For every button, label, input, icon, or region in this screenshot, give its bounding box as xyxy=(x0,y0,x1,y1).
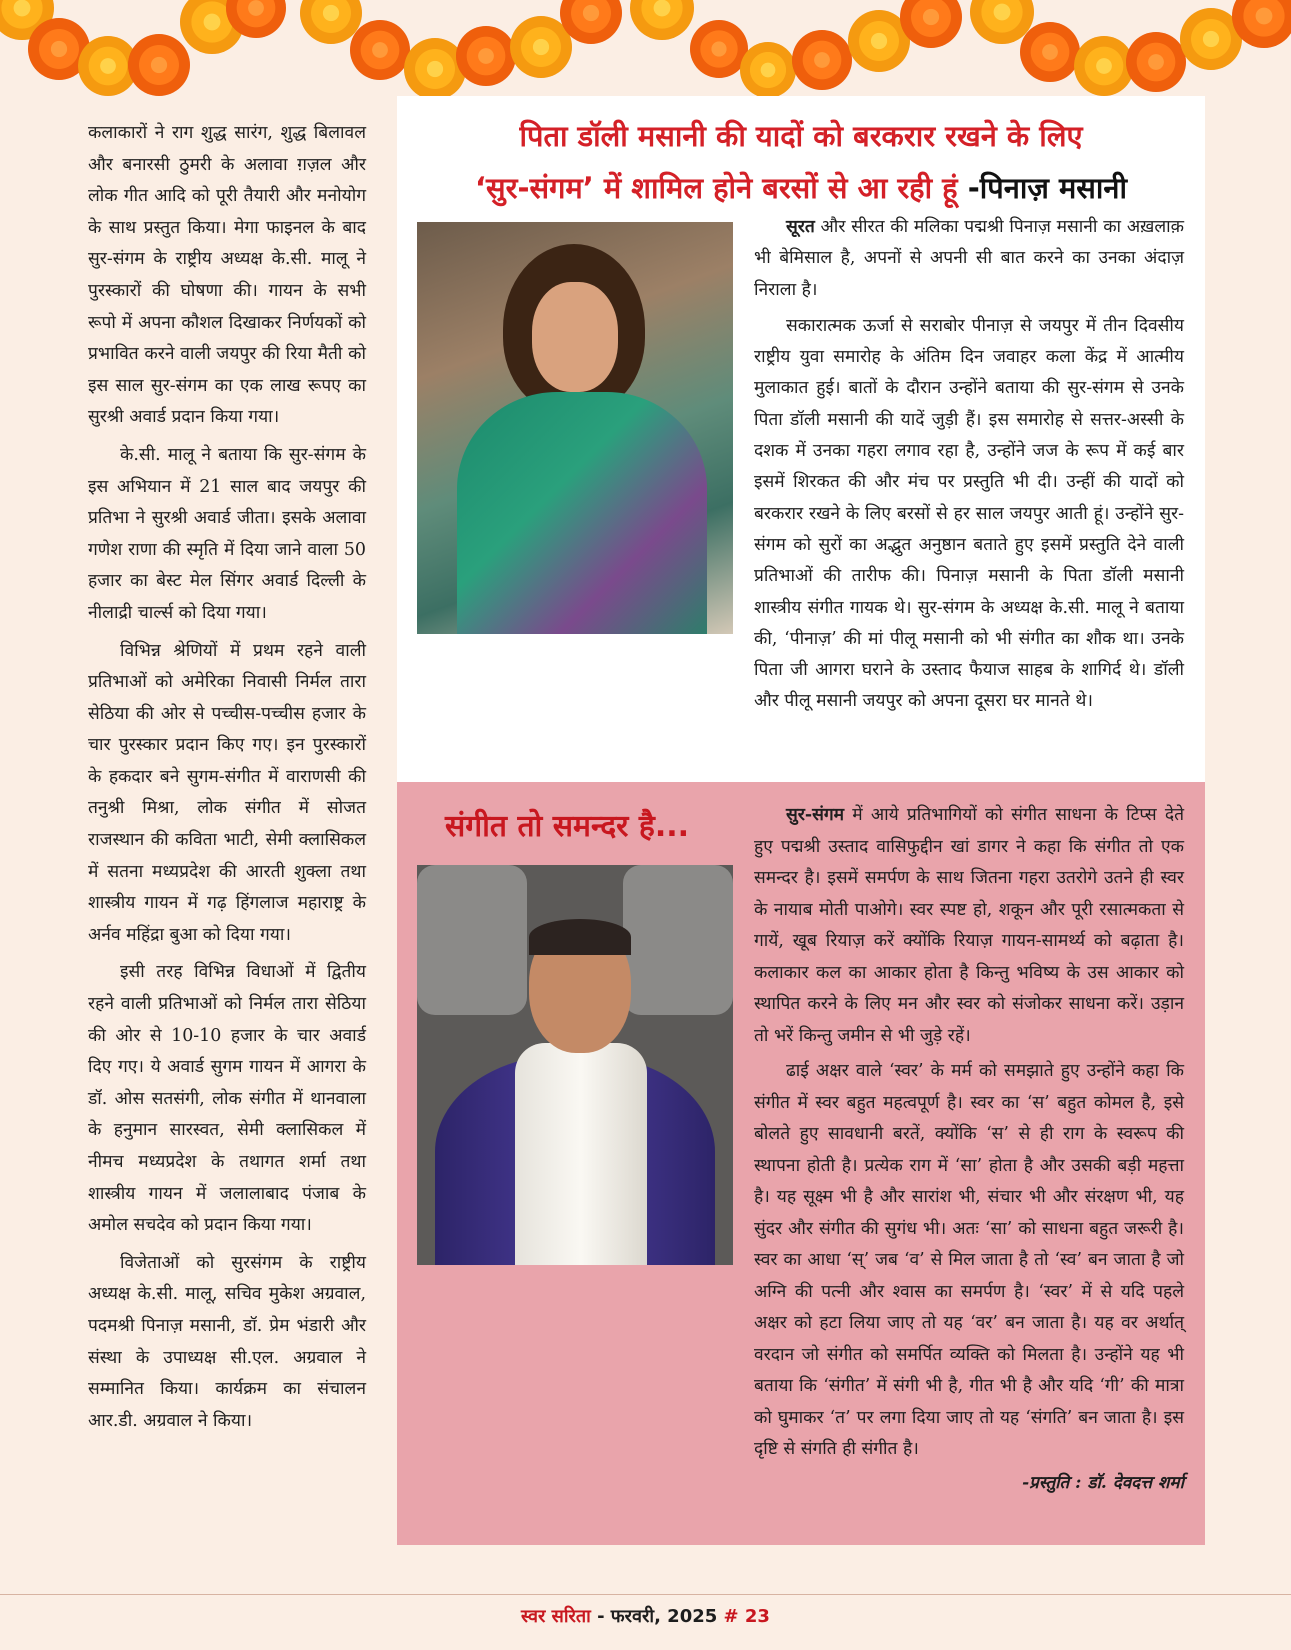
marigold-icon xyxy=(456,26,516,86)
photo-scarf xyxy=(515,1043,647,1265)
marigold-icon xyxy=(128,34,190,96)
pinaz-article xyxy=(397,96,1205,782)
photo-seat xyxy=(417,865,527,1015)
byline: -प्रस्तुति : डॉ. देवदत्त शर्मा xyxy=(1022,1472,1184,1493)
photo-saree xyxy=(457,392,707,634)
box-paragraph: ढाई अक्षर वाले ‘स्वर’ के मर्म को समझाते हुए उन्होंने कहा कि संगीत में स्वर बहुत महत्वपूर्ण है। स्वर का ‘स’ बहुत कोमल है, इसे बोलते हुए सावधानी बरतें, क्योंकि ‘स’ से ही राग के स्वरूप की स्थापना होती है। प्रत्येक राग में ‘सा’ होता है और उसकी बड़ी महत्ता है। यह सूक्ष्म भी है और सारांश भी, संचार भी और संरक्षण भी, यह सुंदर और संगीत की सुगंध भी। अतः ‘सा’ को साधना बहुत जरूरी है। स्वर का आधा ‘स्’ जब ‘व’ से मिल जाता है तो ‘स्व’ बन जाता है जो अग्नि की पत्नी और श्वास का समर्पण है। ‘स्वर’ में से यदि पहले अक्षर को हटा लिया जाए तो यह ‘वर’ बन जाता है। यह वर अर्थात् वरदान जो संगीत को समर्पित व्यक्ति को मिलता है। उन्होंने यह भी बताया कि ‘संगीत’ में संगी भी है, गीत भी है और यदि ‘गी’ की मात्रा को घुमाकर ‘त’ पर लगा दिया जाए तो यह ‘संगति’ बन जाता है। इस दृष्टि से संगति ही संगीत है। xyxy=(754,1061,1184,1459)
article-paragraph xyxy=(754,212,1184,306)
left-paragraph: इसी तरह विभिन्न विधाओं में द्वितीय रहने वाली प्रतिभाओं को निर्मल तारा सेठिया की ओर से 10-10 हजार के चार अवार्ड दिए गए। ये अवार्ड सुगम गायन में आगरा के डॉ. ओस सतसंगी, लोक संगीत में थानवाला के हनुमान सारस्वत, सेमी क्लासिकल में नीमच मध्यप्रदेश के तथागत शर्मा तथा शास्त्रीय गायन में जलालाबाद पंजाब के अमोल सचदेव को प्रदान किया गया। xyxy=(88,962,366,1236)
lead-word: सुर-संगम xyxy=(786,805,845,825)
article-paragraph: सकारात्मक ऊर्जा से सराबोर पीनाज़ से जयपुर में तीन दिवसीय राष्ट्रीय युवा समारोह के अंतिम दिन जवाहर कला केंद्र में आत्मीय मुलाकात हुई। बातों के दौरान उन्होंने बताया की सुर-संगम से उनके पिता डॉली मसानी की यादें जुड़ी हैं। इस समारोह से सत्तर-अस्सी के दशक में उनका गहरा लगाव रहा है, उन्होंने जज के रूप में कई बार इसमें शिरकत की और मंच पर प्रस्तुति भी दी। उन्हीं की यादों को बरकरार रखने के लिए बरसों से हर साल जयपुर आती हूं। उन्होंने सुर-संगम को सुरों का अद्भुत अनुष्ठान बताते हुए इसमें प्रस्तुति देने वाली प्रतिभाओं की तारीफ की। पिनाज़ मसानी के पिता डॉली मसानी शास्त्रीय संगीत गायक थे। सुर-संगम के अध्यक्ष के.सी. मालू ने बताया की, ‘पीनाज़’ की मां पीलू मसानी को भी संगीत का शौक था। उनके पिता जी आगरा घराने के उस्ताद फैयाज साहब के शागिर्द थे। डॉली और पीलू मसानी जयपुर को अपना दूसरा घर मानते थे। xyxy=(754,315,1184,712)
marigold-icon xyxy=(1126,32,1186,92)
left-paragraph: के.सी. मालू ने बताया कि सुर-संगम के इस अभियान में 21 साल बाद जयपुर की प्रतिभा ने सुरश्री अवार्ड जीता। इसके अलावा गणेश राणा की स्मृति में दिया जाने वाला 50 हजार का बेस्ट मेल सिंगर अवार्ड दिल्ली के नीलाद्री चार्ल्स को दिया गया। xyxy=(88,444,366,623)
photo-hair xyxy=(529,919,631,955)
page-footer xyxy=(0,1604,1291,1628)
footer-divider xyxy=(0,1594,1291,1595)
photo-seat xyxy=(623,865,733,1015)
headline-line2 xyxy=(397,168,1205,207)
marigold-icon xyxy=(350,20,410,80)
left-paragraph: कलाकारों ने राग शुद्ध सारंग, शुद्ध बिलावल और बनारसी ठुमरी के अलावा ग़ज़ल और लोक गीत आदि को पूरी तैयारी और मनोयोग के साथ प्रस्तुत किया। मेगा फाइनल के बाद सुर-संगम के राष्ट्रीय अध्यक्ष के.सी. मालू ने पुरस्कारों की घोषणा की। गायन के सभी रूपो में अपना कौशल दिखाकर निर्णयकों को प्रभावित करने वाली जयपुर की रिया मैती को इस साल सुर-संगम का एक लाख रूपए का सुरश्री अवार्ड प्रदान किया गया। xyxy=(88,123,366,428)
marigold-icon xyxy=(740,42,796,98)
headline-name: -पिनाज़ मसानी xyxy=(967,171,1128,205)
left-paragraph: विभिन्न श्रेणियों में प्रथम रहने वाली प्रतिभाओं को अमेरिका निवासी निर्मल तारा सेठिया की ओर से पच्चीस-पच्चीस हजार के चार पुरस्कार प्रदान किए गए। इन पुरस्कारों के हकदार बने सुगम-संगीत में वाराणसी की तनुश्री मिश्रा, लोक संगीत में सोजत राजस्थान की कविता भाटी, सेमी क्लासिकल में सतना मध्यप्रदेश की आरती शुक्ला तथा शास्त्रीय गायन में गढ़ हिंगलाज महाराष्ट्र के अर्नव महिंद्रा बुआ को दिया गया। xyxy=(88,640,366,945)
issue-date: - फरवरी, 2025 xyxy=(590,1606,724,1627)
lead-word: सूरत xyxy=(786,217,815,237)
left-paragraph: विजेताओं को सुरसंगम के राष्ट्रीय अध्यक्ष के.सी. मालू, सचिव मुकेश अग्रवाल, पदमश्री पिनाज़ मसानी, डॉ. प्रेम भंडारी और संस्था के उपाध्यक्ष सी.एल. अग्रवाल ने सम्मानित किया। कार्यक्रम का संचालन आर.डी. अग्रवाल ने किया। xyxy=(88,1252,366,1431)
paragraph-text: और सीरत की मलिका पद्मश्री पिनाज़ मसानी का अख़लाक़ भी बेमिसाल है, अपनों से अपनी सी बात करने का उनका अंदाज़ निराला है। xyxy=(754,217,1184,300)
headline-line1: पिता डॉली मसानी की यादों को बरकरार रखने के लिए xyxy=(519,119,1083,153)
marigold-icon xyxy=(630,0,694,40)
pinaz-masani-photo xyxy=(417,222,733,634)
box-paragraph xyxy=(754,800,1184,1052)
page-number: # 23 xyxy=(723,1606,770,1627)
photo-face xyxy=(532,282,618,392)
pinaz-article-body xyxy=(754,212,1184,723)
marigold-icon xyxy=(1074,36,1134,96)
sangeet-samandar-box xyxy=(397,782,1205,1545)
marigold-garland xyxy=(0,0,1291,100)
marigold-icon xyxy=(792,30,852,90)
marigold-icon xyxy=(1020,22,1080,82)
box-title: संगीत तो समन्दर है... xyxy=(444,809,690,844)
magazine-name: स्वर सरिता xyxy=(521,1606,591,1627)
paragraph-text: में आये प्रतिभागियों को संगीत साधना के टिप्स देते हुए पद्मश्री उस्ताद वासिफुद्दीन खां डागर ने कहा कि संगीत तो एक समन्दर है। इसमें समर्पण के साथ जितना गहरा उतरोगे उतने ही स्वर के नायाब मोती पाओगे। स्वर स्पष्ट हो, शकून और पूरी रसात्मकता से गायें, खूब रियाज़ करें क्योंकि रियाज़ गायन-सामर्थ्य को बढ़ाता है। कलाकार कल का आकार होता है किन्तु भविष्य के उस आकार को स्थापित करने के लिए मन और स्वर को संजोकर साधना करें। उड़ान तो भरें किन्तु जमीन से भी जुड़े रहें। xyxy=(754,805,1184,1046)
left-column xyxy=(88,118,366,1443)
box-body xyxy=(754,800,1184,1493)
ustad-photo xyxy=(417,865,733,1265)
headline-quote: ‘सुर-संगम’ में शामिल होने बरसों से आ रही हूं xyxy=(474,171,958,205)
